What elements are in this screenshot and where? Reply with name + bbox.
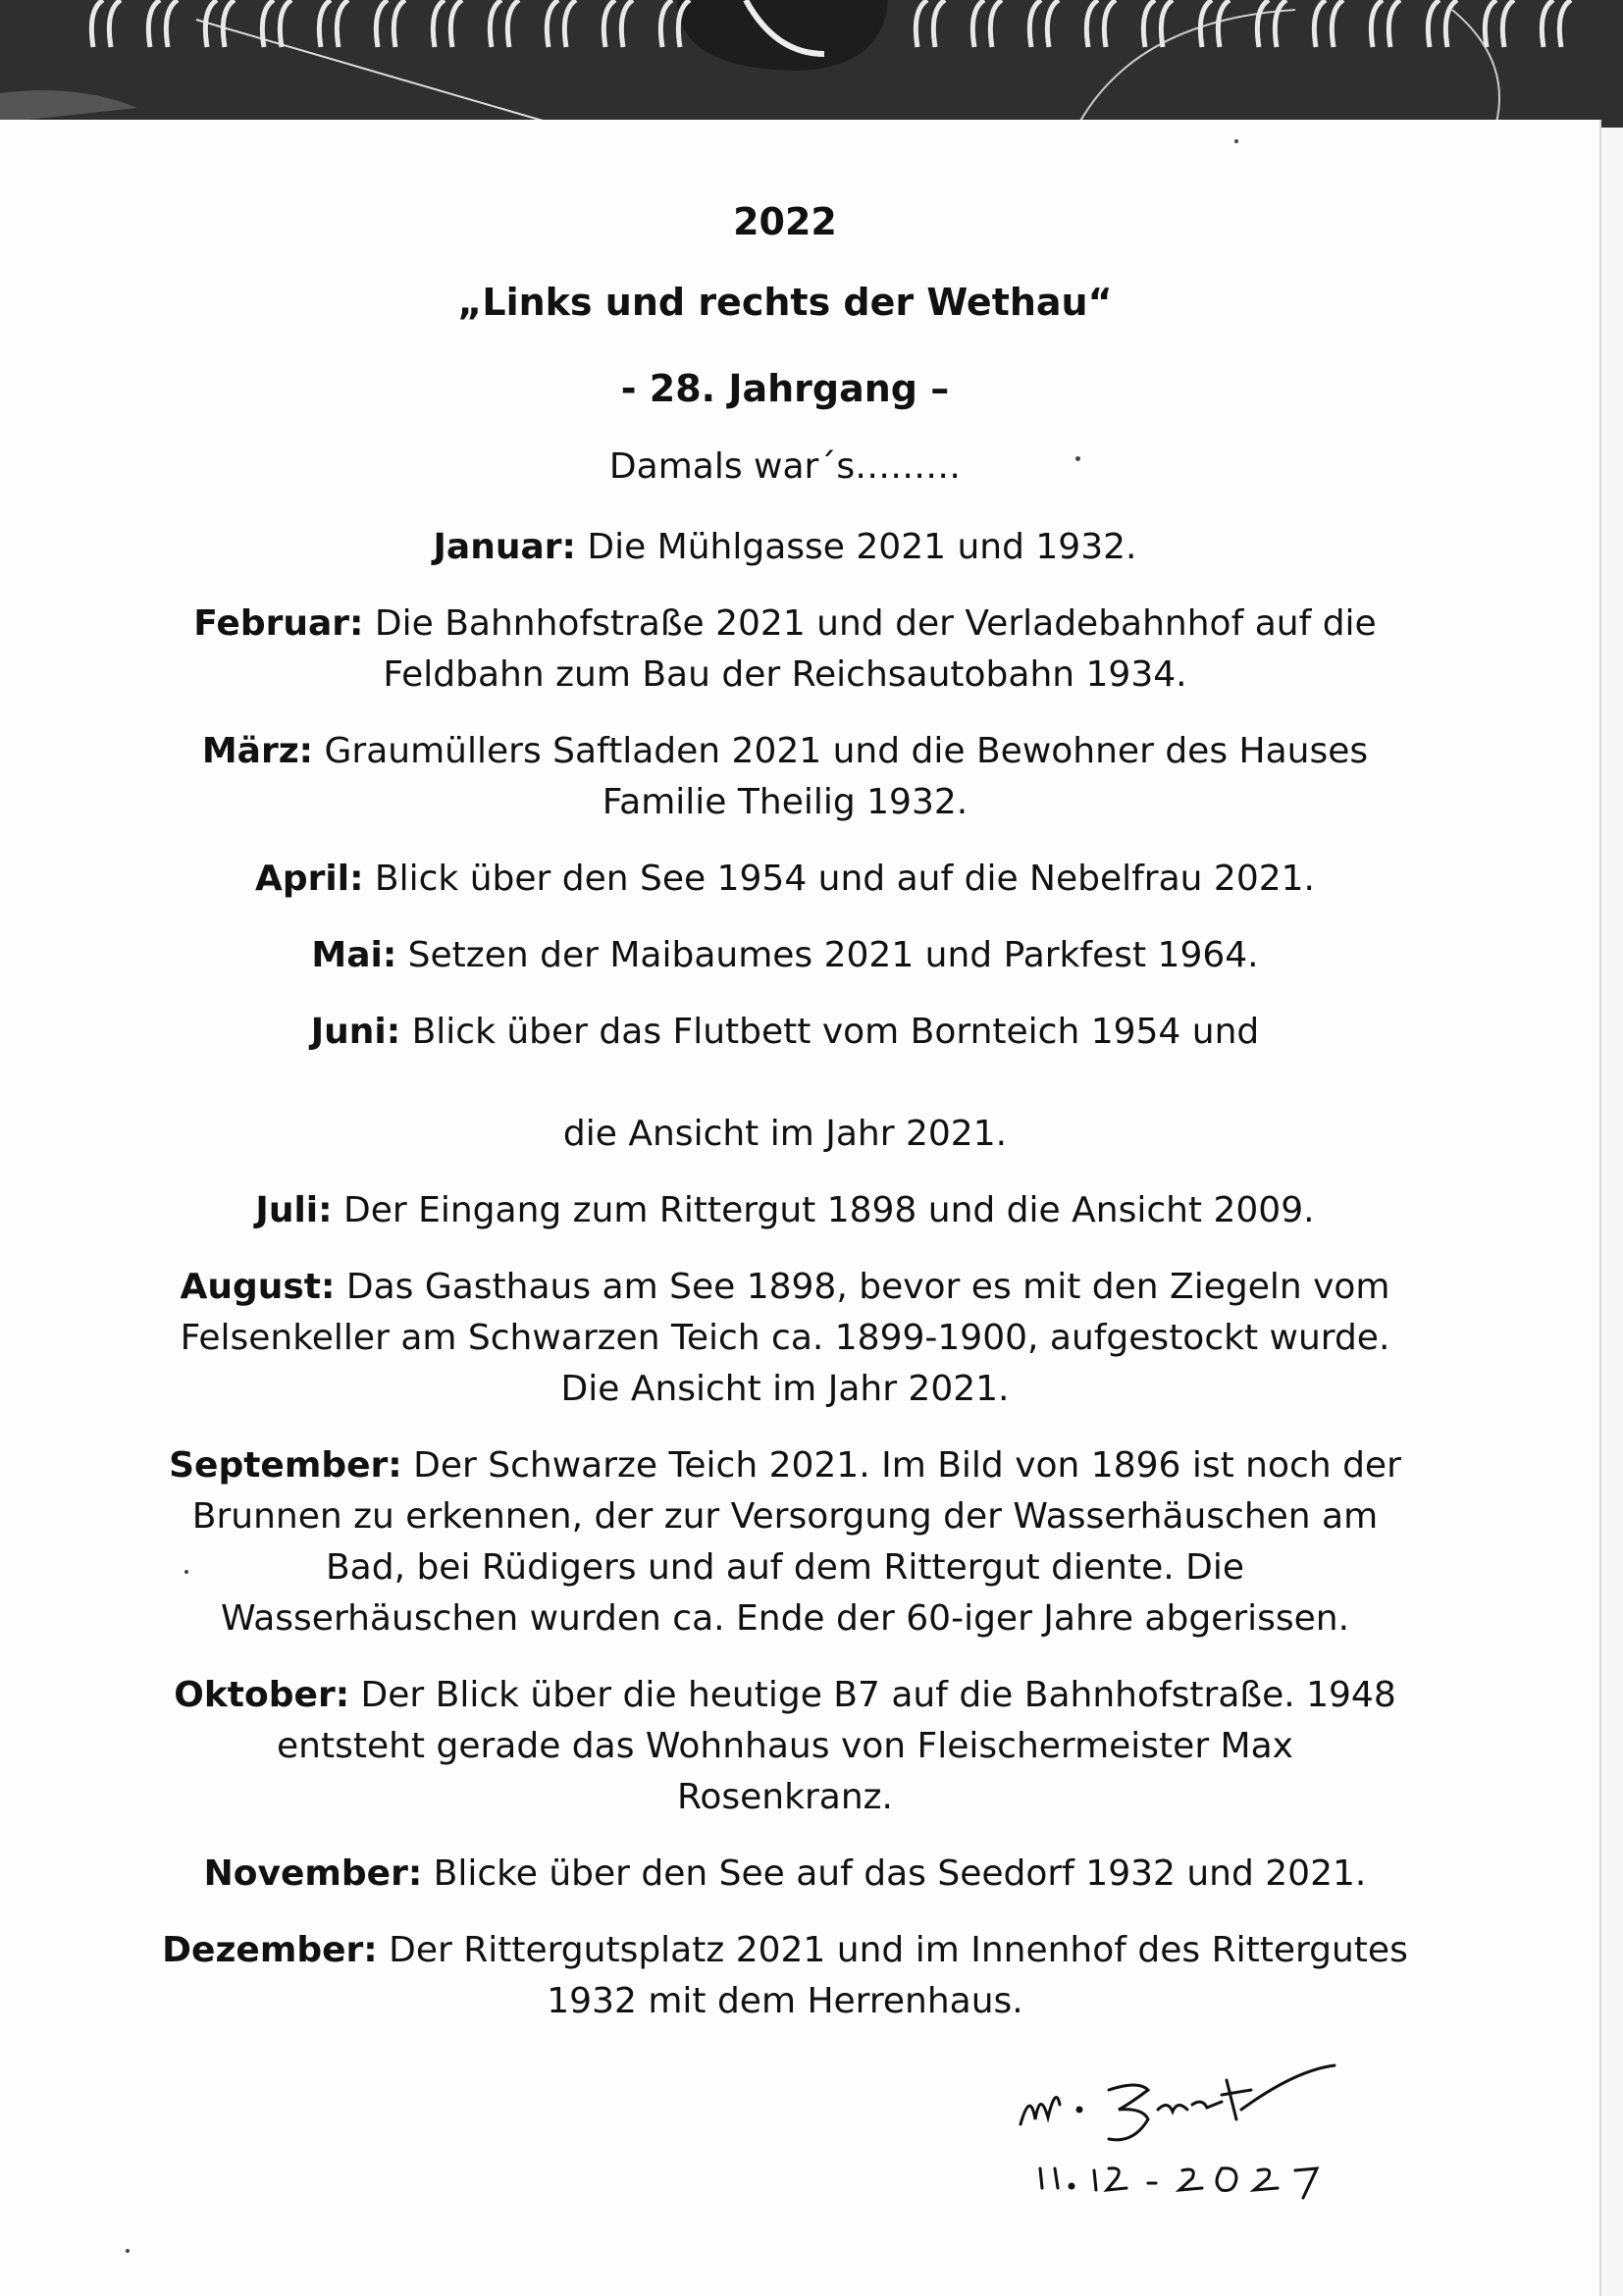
dust-speck: [1234, 139, 1238, 143]
month-label: August:: [180, 1267, 336, 1307]
entry-line: [128, 1109, 1442, 1160]
edition-heading: - 28. Jahrgang –: [620, 367, 950, 410]
month-label: November:: [203, 1853, 423, 1894]
month-entry: [128, 522, 1442, 573]
entry-line: [128, 1007, 1442, 1058]
entry-line: [128, 1593, 1442, 1644]
entry-line: [128, 1721, 1442, 1772]
entry-text: Felsenkeller am Schwarzen Teich ca. 1899-1900, aufgestockt wurde.: [180, 1318, 1390, 1358]
entry-line: [128, 1542, 1442, 1593]
month-entry: [128, 1007, 1442, 1160]
entry-text: Setzen der Maibaumes 2021 und Parkfest 1964.: [396, 935, 1259, 975]
entry-text: Rosenkranz.: [676, 1777, 893, 1817]
entry-line: [128, 777, 1442, 828]
entry-text: Die Ansicht im Jahr 2021.: [560, 1369, 1010, 1409]
entry-text: Bad, bei Rüdigers und auf dem Rittergut diente. Die: [325, 1547, 1245, 1588]
entry-text: entsteht gerade das Wohnhaus von Fleischermeister Max: [277, 1726, 1293, 1766]
year-heading: 2022: [733, 200, 837, 243]
month-label: April:: [255, 859, 364, 899]
entry-text: 1932 mit dem Herrenhaus.: [547, 1981, 1023, 2021]
calendar-text: [128, 196, 1442, 2053]
entry-line: [128, 854, 1442, 905]
intro-text: Damals war´s………: [608, 446, 962, 487]
entry-text: Wasserhäuschen wurden ca. Ende der 60-iger Jahre abgerissen.: [220, 1598, 1350, 1639]
entry-line: [128, 930, 1442, 981]
month-entry: [128, 854, 1442, 905]
entry-line: [128, 1262, 1442, 1313]
month-label: Juli:: [255, 1190, 333, 1230]
month-entry: [128, 1670, 1442, 1823]
entry-text: Die Mühlgasse 2021 und 1932.: [575, 527, 1137, 567]
entry-text: Der Schwarze Teich 2021. Im Bild von 1896 ist noch der: [401, 1445, 1401, 1486]
month-label: März:: [201, 731, 314, 771]
month-label: Februar:: [193, 603, 364, 644]
entry-line: [128, 522, 1442, 573]
month-label: Mai:: [311, 935, 397, 975]
month-entry: [128, 1849, 1442, 1900]
entry-text: Familie Theilig 1932.: [602, 782, 969, 822]
entry-line: [128, 1772, 1442, 1823]
month-entry: [128, 599, 1442, 701]
entry-text: Graumüllers Saftladen 2021 und die Bewohner des Hauses: [313, 731, 1369, 771]
entry-text: Der Eingang zum Rittergut 1898 und die Ansicht 2009.: [332, 1190, 1315, 1230]
entry-line: [128, 726, 1442, 777]
month-entry: [128, 1262, 1442, 1415]
entry-text: Die Bahnhofstraße 2021 und der Verladebahnhof auf die: [363, 603, 1377, 644]
handwritten-signature: [1001, 2051, 1413, 2208]
entry-line: [128, 1185, 1442, 1236]
entry-line: [128, 1925, 1442, 1976]
entry-line: [128, 1440, 1442, 1491]
entry-text: Blick über den See 1954 und auf die Nebelfrau 2021.: [363, 859, 1315, 899]
entry-text: Feldbahn zum Bau der Reichsautobahn 1934.: [383, 654, 1187, 695]
month-entry: [128, 1440, 1442, 1644]
dust-speck: [126, 2249, 130, 2253]
entry-line: [128, 1364, 1442, 1415]
month-entry: [128, 1185, 1442, 1236]
entry-text: Blicke über den See auf das Seedorf 1932 und 2021.: [422, 1853, 1367, 1894]
entry-line: [128, 1313, 1442, 1364]
entry-line: [128, 1058, 1442, 1109]
entry-text: Der Blick über die heutige B7 auf die Bahnhofstraße. 1948: [349, 1675, 1396, 1715]
entry-line: [128, 1976, 1442, 2027]
entry-text: Das Gasthaus am See 1898, bevor es mit den Ziegeln vom: [335, 1267, 1390, 1307]
entry-line: [128, 1491, 1442, 1542]
entry-line: [128, 1849, 1442, 1900]
entry-text: die Ansicht im Jahr 2021.: [562, 1114, 1008, 1154]
month-label: Juni:: [310, 1012, 401, 1052]
calendar-title: „Links und rechts der Wethau“: [457, 281, 1113, 324]
month-entry: [128, 726, 1442, 828]
entry-text: Blick über das Flutbett vom Bornteich 1954 und: [400, 1012, 1260, 1052]
month-label: Dezember:: [162, 1930, 378, 1970]
entry-line: [128, 599, 1442, 650]
month-list: [128, 522, 1442, 2027]
entry-line: [128, 650, 1442, 701]
entry-line: [128, 1670, 1442, 1721]
month-label: Januar:: [433, 527, 576, 567]
month-label: Oktober:: [174, 1675, 350, 1715]
month-entry: [128, 930, 1442, 981]
spiral-binding: [0, 0, 1623, 128]
month-entry: [128, 1925, 1442, 2027]
entry-text: Brunnen zu erkennen, der zur Versorgung der Wasserhäuschen am: [191, 1496, 1379, 1537]
entry-text: Der Rittergutsplatz 2021 und im Innenhof des Rittergutes: [377, 1930, 1408, 1970]
month-label: September:: [169, 1445, 402, 1486]
